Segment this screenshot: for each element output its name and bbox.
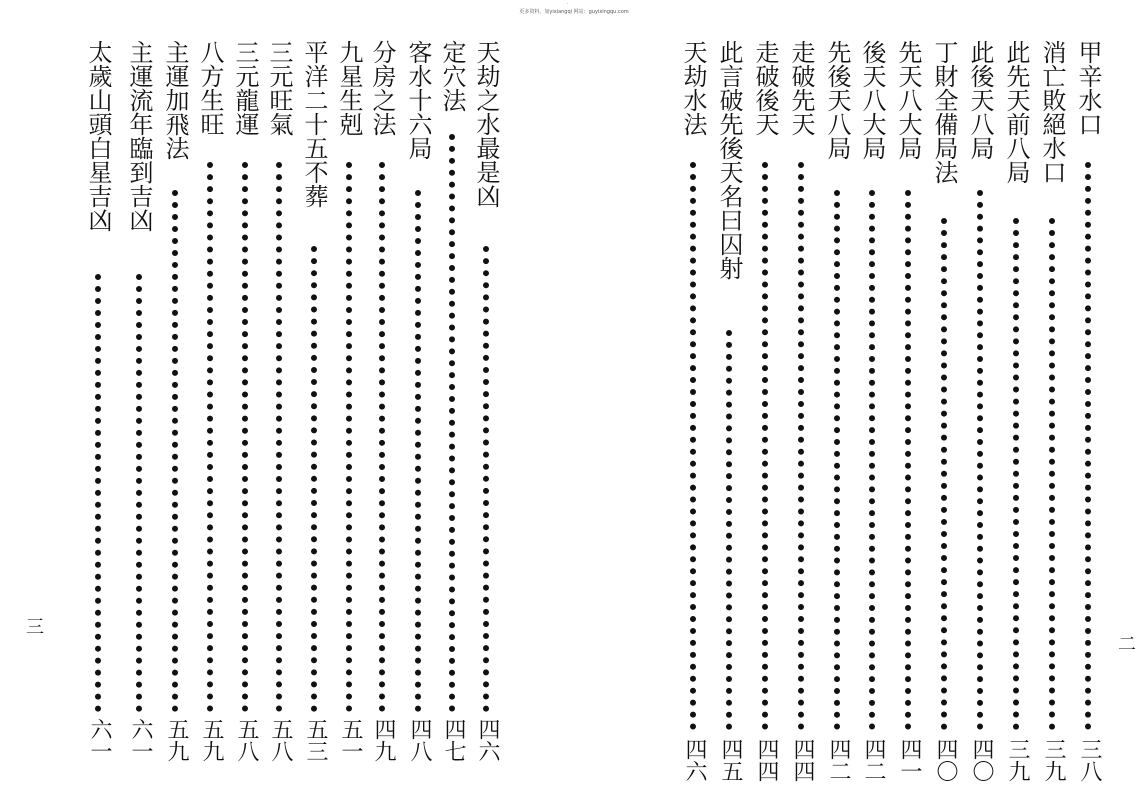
- right-toc-entry[interactable]: [1036, 0, 1070, 800]
- dot-leader: [905, 190, 917, 730]
- dot-leader: [95, 274, 107, 712]
- entry-title: 九星生剋: [335, 40, 363, 136]
- left-toc-entry[interactable]: [229, 0, 263, 800]
- entry-title: 走破先天: [787, 40, 815, 136]
- entry-page-number: 四九: [371, 718, 396, 762]
- entry-title: 此先天前八局: [1002, 40, 1030, 184]
- entry-page-number: 四四: [790, 738, 815, 782]
- dot-leader: [1085, 162, 1097, 730]
- entry-title: 消亡敗絕水口: [1038, 40, 1066, 184]
- entry-title: 丁財全備局法: [930, 40, 958, 184]
- entry-page-number: 五一: [338, 718, 363, 762]
- left-toc-entry[interactable]: [470, 0, 504, 800]
- right-toc-entry[interactable]: [821, 0, 855, 800]
- right-toc-entry[interactable]: [785, 0, 819, 800]
- dot-leader: [172, 190, 184, 712]
- entry-page-number: 四六: [475, 718, 500, 762]
- entry-title: 天劫之水最是凶: [472, 40, 500, 208]
- entry-page-number: 五三: [303, 718, 328, 762]
- entry-page-number: 五九: [199, 718, 224, 762]
- left-toc-entry[interactable]: [366, 0, 400, 800]
- entry-title: 定穴法: [438, 40, 466, 112]
- dot-leader: [762, 162, 774, 730]
- dot-leader: [483, 246, 495, 712]
- left-toc-entry[interactable]: [194, 0, 228, 800]
- entry-title: 此後天八局: [966, 40, 994, 160]
- left-toc-entry[interactable]: [123, 0, 157, 800]
- dot-leader: [834, 190, 846, 730]
- entry-page-number: 四二: [826, 738, 851, 782]
- entry-page-number: 四七: [441, 718, 466, 762]
- entry-page-number: 四四: [754, 738, 779, 782]
- entry-page-number: 五八: [268, 718, 293, 762]
- dot-leader: [726, 330, 738, 730]
- right-page-number: 二: [1115, 634, 1136, 652]
- left-toc-entry[interactable]: [402, 0, 436, 800]
- entry-title: 天劫水法: [679, 40, 707, 136]
- dot-leader: [242, 162, 254, 712]
- entry-page-number: 四八: [407, 718, 432, 762]
- left-toc-entry[interactable]: [436, 0, 470, 800]
- left-toc-entry[interactable]: [298, 0, 332, 800]
- dot-leader: [941, 218, 953, 730]
- right-toc-entry[interactable]: [1072, 0, 1106, 800]
- dot-leader: [798, 162, 810, 730]
- dot-leader: [379, 162, 391, 712]
- entry-title: 三元龍運: [231, 40, 259, 136]
- right-toc-entry[interactable]: [856, 0, 890, 800]
- entry-title: 後天八大局: [858, 40, 886, 160]
- header-tick: ·: [567, 1, 569, 7]
- entry-title: 先後天八局: [823, 40, 851, 160]
- dot-leader: [1049, 218, 1061, 730]
- entry-page-number: 六一: [87, 718, 112, 762]
- entry-title: 客水十六局: [404, 40, 432, 160]
- right-toc-entry[interactable]: [892, 0, 926, 800]
- entry-title: 太歲山頭白星吉凶: [84, 40, 112, 232]
- dot-leader: [207, 162, 219, 712]
- dot-leader: [276, 162, 288, 712]
- entry-title: 分房之法: [368, 40, 396, 136]
- dot-leader: [690, 162, 702, 730]
- entry-page-number: 四二: [861, 738, 886, 782]
- entry-page-number: 三九: [1041, 738, 1066, 782]
- entry-page-number: 五八: [234, 718, 259, 762]
- entry-title: 先天八大局: [894, 40, 922, 160]
- left-toc-entry[interactable]: [82, 0, 116, 800]
- entry-page-number: 五九: [164, 718, 189, 762]
- entry-page-number: 四〇: [969, 738, 994, 782]
- left-toc-entry[interactable]: [263, 0, 297, 800]
- dot-leader: [977, 190, 989, 730]
- right-toc-entry[interactable]: [964, 0, 998, 800]
- dot-leader: [1013, 218, 1025, 730]
- entry-page-number: 四五: [718, 738, 743, 782]
- entry-page-number: 六一: [128, 718, 153, 762]
- right-toc-entry[interactable]: [749, 0, 783, 800]
- entry-page-number: 四六: [682, 738, 707, 782]
- header-note: 更多资料，加yixiangqi 网站：guyixingqu.com: [519, 9, 629, 15]
- entry-title: 平洋二十五不葬: [300, 40, 328, 208]
- right-toc-entry[interactable]: [677, 0, 711, 800]
- dot-leader: [869, 190, 881, 730]
- entry-page-number: 四〇: [933, 738, 958, 782]
- dot-leader: [346, 162, 358, 712]
- entry-title: 主運加飛法: [161, 40, 189, 160]
- dot-leader: [415, 190, 427, 712]
- entry-title: 八方生旺: [196, 40, 224, 136]
- entry-title: 此言破先後天名曰囚射: [715, 40, 743, 280]
- entry-page-number: 三八: [1077, 738, 1102, 782]
- entry-page-number: 三九: [1005, 738, 1030, 782]
- dot-leader: [136, 274, 148, 712]
- left-toc-entry[interactable]: [159, 0, 193, 800]
- dot-leader: [449, 134, 461, 712]
- left-page-number: 三: [23, 617, 44, 635]
- entry-title: 主運流年臨到吉凶: [125, 40, 153, 232]
- right-toc-entry[interactable]: [1000, 0, 1034, 800]
- entry-title: 甲辛水口: [1074, 40, 1102, 136]
- entry-title: 三元旺氣: [265, 40, 293, 136]
- entry-title: 走破後天: [751, 40, 779, 136]
- left-toc-entry[interactable]: [333, 0, 367, 800]
- dot-leader: [311, 246, 323, 712]
- entry-page-number: 四一: [897, 738, 922, 782]
- right-toc-entry[interactable]: [713, 0, 747, 800]
- right-toc-entry[interactable]: [928, 0, 962, 800]
